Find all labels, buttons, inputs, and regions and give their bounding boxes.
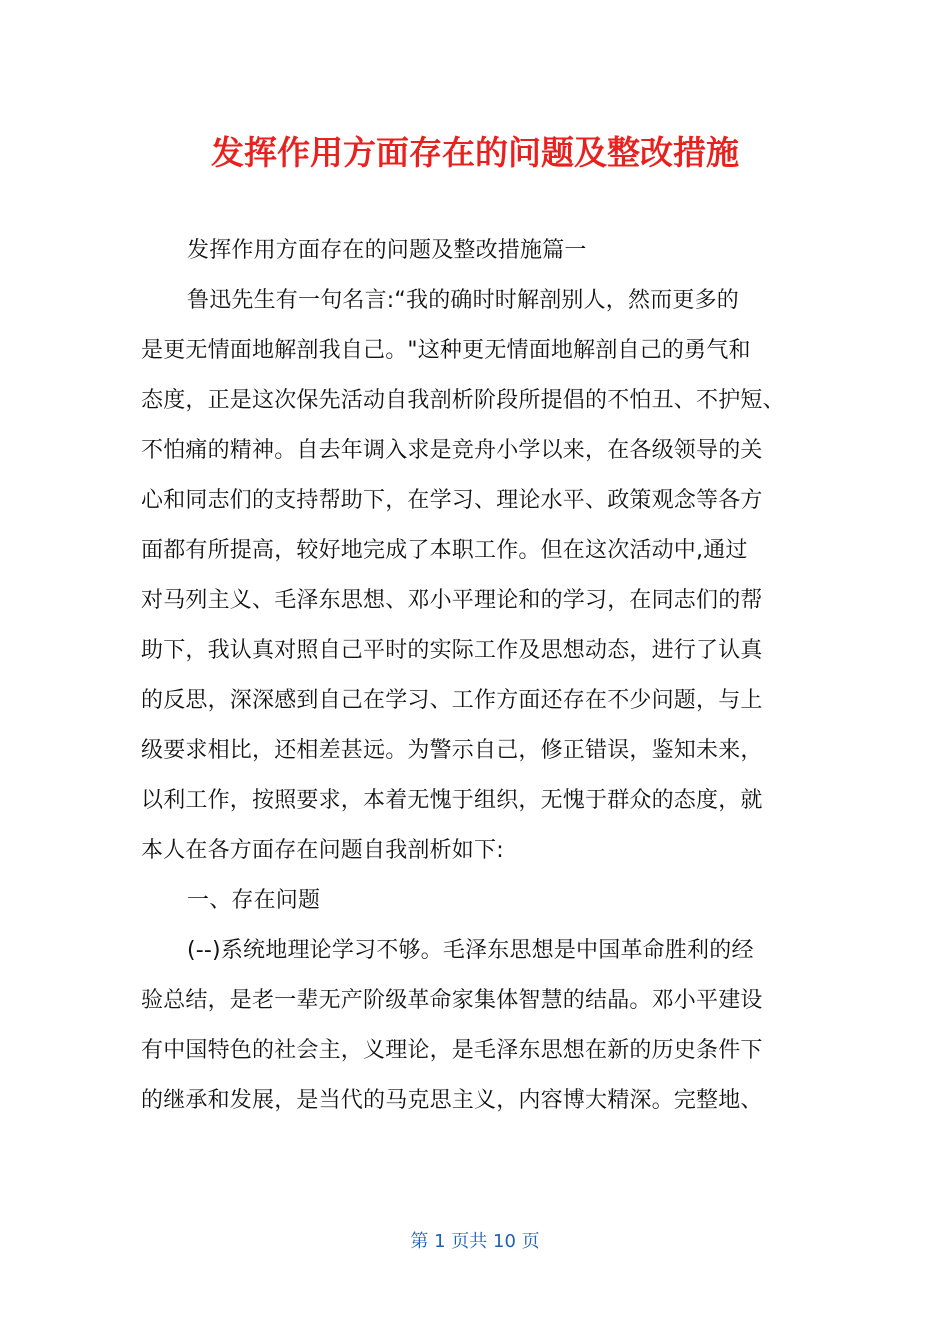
paragraph-line: 是更无情面地解剖我自己。"这种更无情面地解剖自己的勇气和 — [141, 338, 751, 363]
document-body — [141, 226, 821, 1126]
section-heading: 发挥作用方面存在的问题及整改措施篇一 — [187, 238, 587, 263]
paragraph-line: 验总结，是老一辈无产阶级革命家集体智慧的结晶。邓小平建设 — [141, 988, 763, 1013]
paragraph-line: 面都有所提高，较好地完成了本职工作。但在这次活动中,通过 — [141, 538, 748, 563]
paragraph-line: 以利工作，按照要求，本着无愧于组织，无愧于群众的态度，就 — [141, 788, 763, 813]
paragraph-line: 的反思，深深感到自己在学习、工作方面还存在不少问题，与上 — [141, 688, 763, 713]
paragraph-line: 助下，我认真对照自己平时的实际工作及思想动态，进行了认真 — [141, 638, 763, 663]
paragraph-line: 有中国特色的社会主，义理论，是毛泽东思想在新的历史条件下 — [141, 1038, 763, 1063]
paragraph-line: (--)系统地理论学习不够。毛泽东思想是中国革命胜利的经 — [187, 938, 754, 963]
paragraph-line: 对马列主义、毛泽东思想、邓小平理论和的学习，在同志们的帮 — [141, 588, 763, 613]
paragraph-line: 级要求相比，还相差甚远。为警示自己，修正错误，鉴知未来， — [141, 738, 763, 763]
paragraph-line: 的继承和发展，是当代的马克思主义，内容博大精深。完整地、 — [141, 1088, 763, 1113]
paragraph-line: 不怕痛的精神。自去年调入求是竞舟小学以来，在各级领导的关 — [141, 438, 763, 463]
paragraph-line: 鲁迅先生有一句名言:“我的确时时解剖别人，然而更多的 — [187, 288, 740, 313]
subsection-heading: 一、存在问题 — [187, 888, 321, 913]
page-footer: 第 1 页共 10 页 — [410, 1231, 540, 1252]
paragraph-line: 态度，正是这次保先活动自我剖析阶段所提倡的不怕丑、不护短、 — [141, 388, 785, 413]
document-title: 发挥作用方面存在的问题及整改措施 — [211, 133, 739, 172]
paragraph-line: 本人在各方面存在问题自我剖析如下: — [141, 838, 504, 863]
paragraph-line: 心和同志们的支持帮助下，在学习、理论水平、政策观念等各方 — [141, 488, 763, 513]
